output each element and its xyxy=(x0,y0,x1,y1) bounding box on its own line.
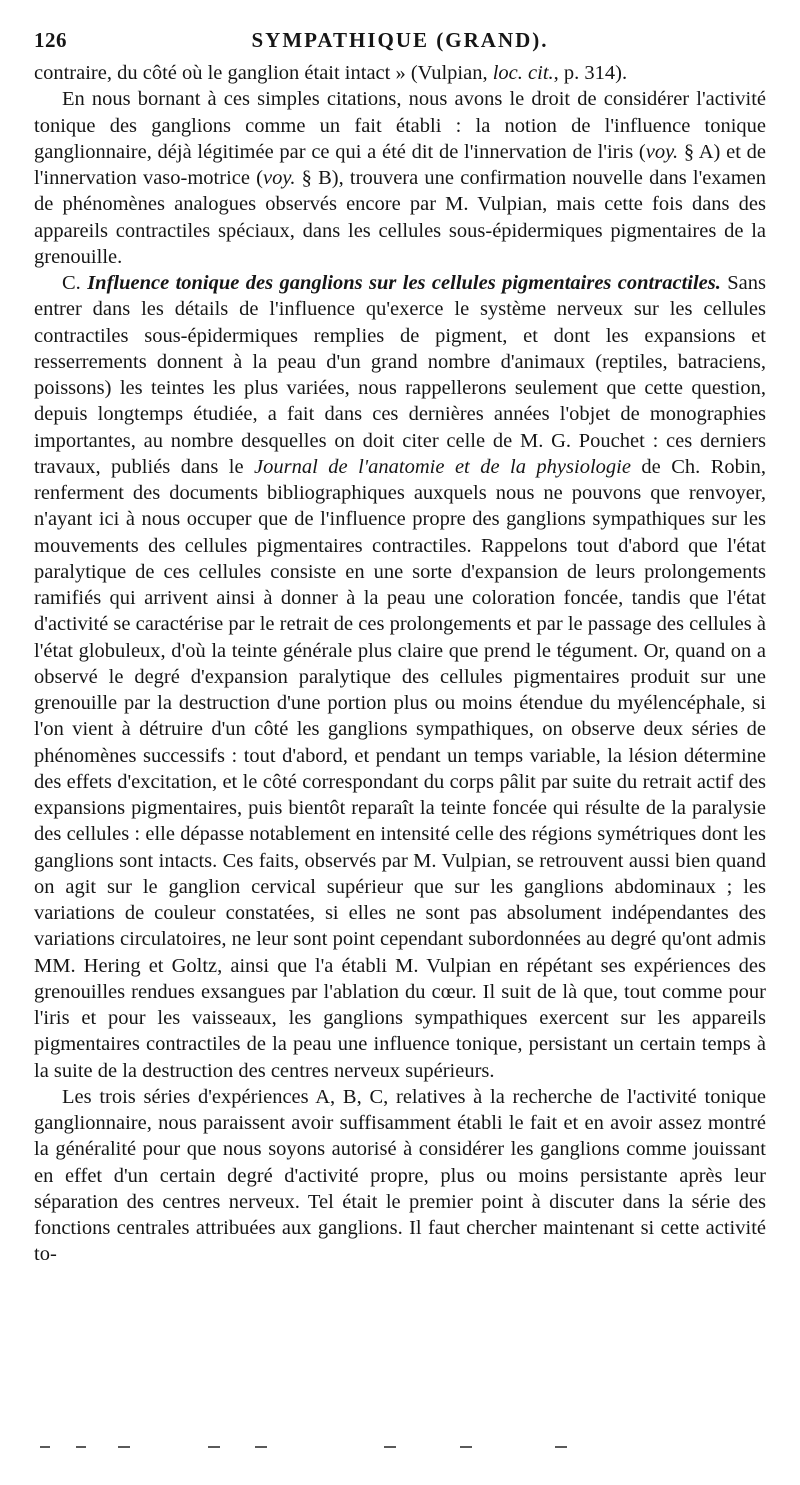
section-heading: Influence tonique des ganglions sur les cellules pigmentaires contractiles. xyxy=(87,272,721,294)
italic-text: voy. xyxy=(263,167,296,189)
running-header xyxy=(34,28,766,60)
text-run: C. xyxy=(62,272,88,294)
paragraph-section-c xyxy=(34,270,766,1084)
text-run: § A) et de l'innervation vaso-motrice ( xyxy=(34,140,766,189)
text-run: contraire, du côté où le ganglion était intact » (Vulpian, xyxy=(34,62,493,84)
paragraph-conclusion xyxy=(34,1084,766,1268)
footer-dash xyxy=(460,1446,472,1448)
text-run: , p. 314). xyxy=(553,62,628,84)
italic-text: loc. cit. xyxy=(492,62,554,84)
footer-dash xyxy=(384,1446,396,1448)
text-run: § B), trouvera une confirmation nouvelle dans l'examen de phénomènes analogues observés encore par M. Vulpian, mais cette fois dans des appareils contractiles spéciaux, dans les cellules sous-épidermiques pigmentaires de la grenouille. xyxy=(34,167,767,268)
italic-text: Journal de l'anatomie et de la physiologie xyxy=(254,455,631,478)
footer-dash xyxy=(118,1446,130,1448)
text-run: Sans entrer dans les détails de l'influence qu'exerce le système nerveux sur les cellules contractiles sous-épidermiques remplies de pigment, et dont les expansions et resserrements donnent à la peau d'un grand nombre d'animaux (reptiles, batraciens, poissons) les teintes les plus variées, nous rappellerons seulement que cette question, depuis longtemps étudiée, a fait dans ces dernières années l'objet de monographies importantes, au nombre desquelles on doit citer celle de M. G. Pouchet : ces derniers travaux, publiés dans le xyxy=(34,272,766,478)
italic-text: voy. xyxy=(645,140,679,163)
text-run: Les trois séries d'expériences A, B, C, relatives à la recherche de l'activité tonique ganglionnaire, nous paraissent avoir suffisamment établi le fait et en avoir assez montré la généralité pour que nous soyons autorisé à considérer les ganglions comme jouissant en effet d'un certain degré d'activité propre, plus ou moins persistante après leur séparation des centres nerveux. Tel était le premier point à discuter dans la série des fonctions centrales attribuées aux ganglions. Il faut chercher maintenant si cette activité to- xyxy=(34,1085,766,1266)
text-run: de Ch. Robin, renferment des documents bibliographiques auxquels nous ne pouvons que renvoyer, n'ayant ici à nous occuper que de l'influence propre des ganglions sympathiques sur les mouvements des cellules pigmentaires contractiles. Rappelons tout d'abord que l'état paralytique de ces cellules consiste en une sorte d'expansion de leurs prolongements ramifiés qui arrivent ainsi à donner à la peau une coloration foncée, tandis que l'état d'activité se caractérise par le retrait de ces prolongements et par le passage des cellules à l'état globuleux, d'où la teinte générale plus claire que prend le tégument. Or, quand on a observé le degré d'expansion paralytique des cellules pigmentaires produit sur une grenouille par la destruction d'une portion plus ou moins étendue du myélencéphale, si l'on vient à détruire d'un côté les ganglions sympathiques, on observe deux séries de phénomènes successifs : tout d'abord, et pendant un temps variable, la lésion détermine des effets d'excitation, et le côté correspondant du corps pâlit par suite du retrait actif des expansions pigmentaires, puis bientôt reparaît la teinte foncée qui résulte de la paralysie des cellules : elle dépasse notablement en intensité celle des régions symétriques dont les ganglions sont intacts. Ces faits, observés par M. Vulpian, se retrouvent aussi bien quand on agit sur le ganglion cervical supérieur que sur les ganglions abdominaux ; les variations de couleur constatées, si elles ne sont pas absolument indépendantes des variations circulatoires, ne leur sont point cependant subordonnées au degré qu'ont admis MM. Hering et Goltz, ainsi que l'a établi M. Vulpian en répétant ses expériences des grenouilles rendues exsangues par l'ablation du cœur. Il suit de là que, tout comme pour l'iris et pour les vaisseaux, les ganglions sympathiques exercent sur les appareils pigmentaires contractiles de la peau une influence tonique, persistant un certain temps à la suite de la destruction des centres nerveux supérieurs. xyxy=(34,455,766,1082)
body-text xyxy=(34,60,766,1268)
page-number: 126 xyxy=(34,28,67,52)
footer-dash-rule xyxy=(40,1446,740,1450)
paragraph-tonic-activity xyxy=(34,86,766,270)
text-run: En nous bornant à ces simples citations, nous avons le droit de considérer l'activité tonique des ganglions comme un fait établi : la notion de l'influence tonique ganglionnaire, déjà légitimée par ce qui a été dit de l'innervation de l'iris ( xyxy=(34,88,766,163)
footer-dash xyxy=(208,1446,220,1448)
paragraph-continuation xyxy=(34,60,766,86)
footer-dash xyxy=(555,1446,567,1448)
document-page xyxy=(34,28,766,1268)
footer-dash xyxy=(255,1446,267,1448)
footer-dash xyxy=(40,1446,50,1448)
running-title: SYMPATHIQUE (GRAND). xyxy=(251,28,549,52)
footer-dash xyxy=(76,1446,86,1448)
